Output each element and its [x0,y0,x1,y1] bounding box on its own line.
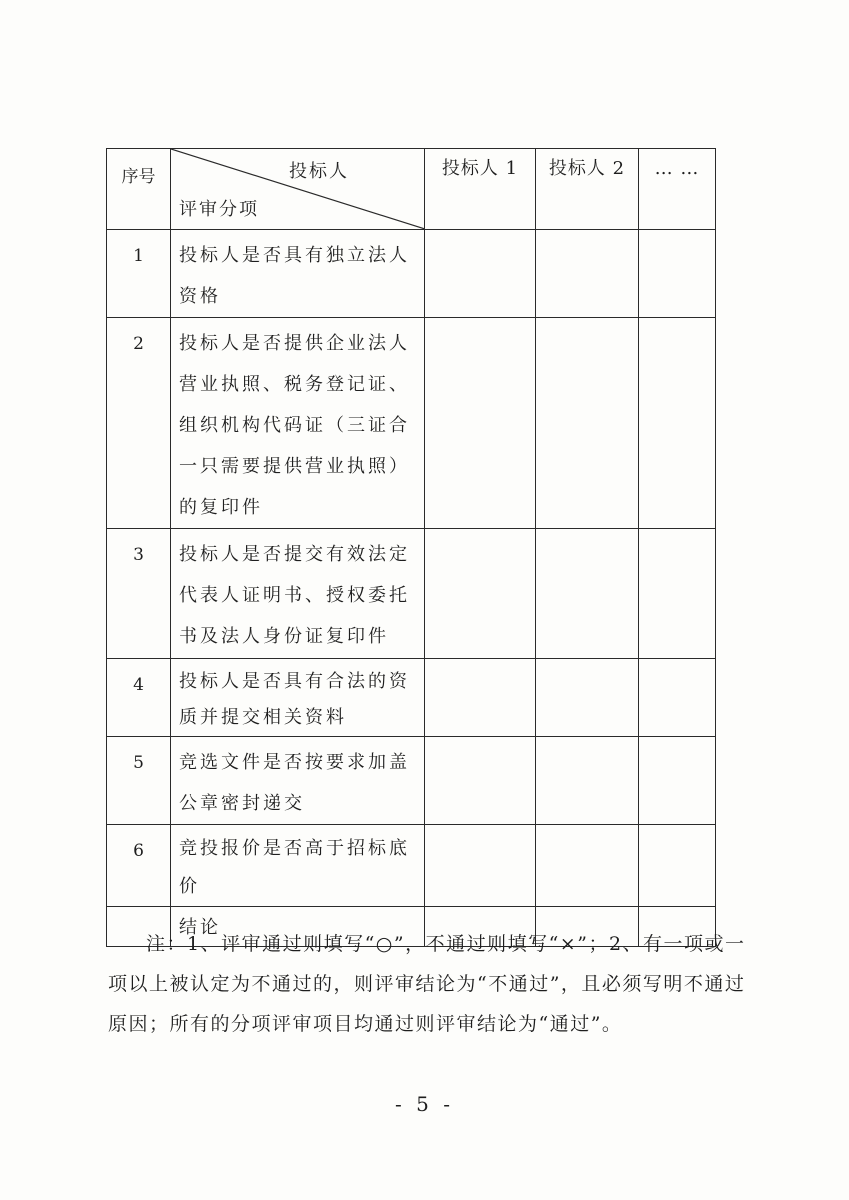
table-row [107,529,716,659]
row-item-text: 投标人是否提交有效法定代表人证明书、授权委托书及法人身份证复印件 [179,544,410,647]
header-bidder-more: … … [639,149,716,230]
header-seq-label: 序号 [121,167,156,187]
row-seq [107,529,171,659]
row-item [171,529,425,659]
header-review-item-label: 评审分项 [179,199,259,220]
row-seq-label: 5 [133,753,144,773]
row-seq [107,825,171,907]
cell-bidder-2 [536,529,639,659]
row-item-text: 竞投报价是否高于招标底价 [179,838,410,897]
cell-bidder-1 [425,737,536,825]
row-item-text: 投标人是否具有合法的资质并提交相关资料 [179,671,410,728]
row-item [171,659,425,737]
table-header-row [107,149,716,230]
cell-bidder-2 [536,230,639,318]
table-row [107,230,716,318]
row-seq-label: 6 [133,841,144,861]
table-row [107,737,716,825]
row-seq-label: 4 [133,675,144,695]
header-seq [107,149,171,230]
review-table [106,148,716,947]
cell-bidder-1 [425,529,536,659]
cell-bidder-1 [425,230,536,318]
row-item [171,825,425,907]
row-seq [107,659,171,737]
row-item-text: 投标人是否提供企业法人营业执照、税务登记证、组织机构代码证（三证合一只需要提供营业执照）的复印件 [179,333,410,518]
cell-bidder-1 [425,659,536,737]
table-row [107,318,716,529]
row-seq [107,737,171,825]
row-seq-label: 2 [133,334,144,354]
row-item-text: 结论 [179,917,221,938]
cell-bidder-2 [536,737,639,825]
header-bidder-2: 投标人 2 [536,149,639,230]
row-seq [107,318,171,529]
header-bidder-label: 投标人 [289,161,349,182]
cell-bidder-more [639,230,716,318]
row-item [171,737,425,825]
row-item [171,318,425,529]
table-row [107,659,716,737]
cell-bidder-2 [536,318,639,529]
cell-bidder-more [639,659,716,737]
note-paragraph [108,924,748,1044]
row-seq-label: 3 [133,545,144,565]
page-number: - 5 - [395,1092,454,1116]
table-row [107,825,716,907]
note-text: 注：1、评审通过则填写“○”，不通过则填写“×”；2、有一项或一项以上被认定为不通过的，则评审结论为“不通过”，且必须写明不通过原因；所有的分项评审项目均通过则评审结论为“通过”。 [108,933,746,1035]
row-seq-label: 1 [133,246,144,266]
header-bidder-1: 投标人 1 [425,149,536,230]
cell-bidder-more [639,529,716,659]
cell-bidder-1 [425,318,536,529]
cell-bidder-more [639,318,716,529]
row-item [171,230,425,318]
cell-bidder-more [639,737,716,825]
cell-bidder-2 [536,825,639,907]
row-item-text: 竞选文件是否按要求加盖公章密封递交 [179,752,410,814]
header-diagonal-cell [171,149,425,230]
row-seq [107,230,171,318]
row-seq-label [107,907,170,913]
cell-bidder-2 [536,659,639,737]
cell-bidder-more [639,825,716,907]
cell-bidder-1 [425,825,536,907]
row-item-text: 投标人是否具有独立法人资格 [179,245,410,307]
